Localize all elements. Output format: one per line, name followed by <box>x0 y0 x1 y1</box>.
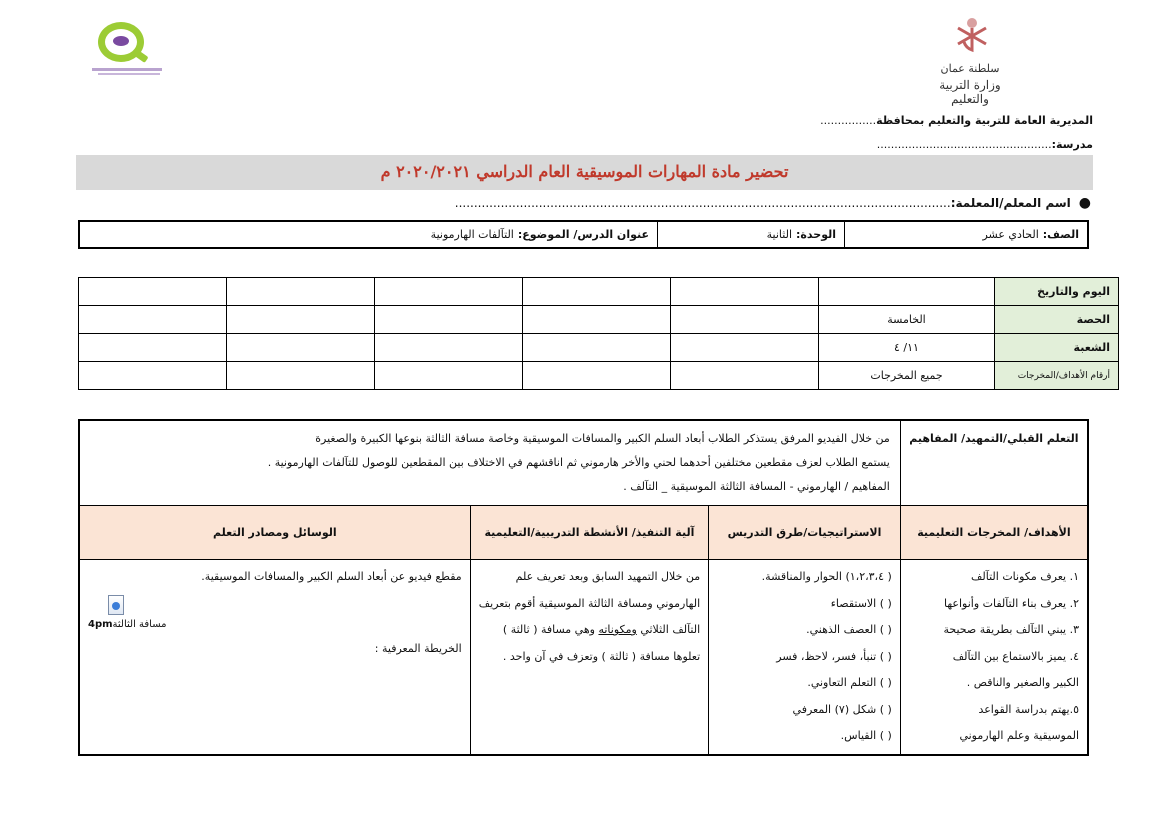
teacher-label: اسم المعلم/المعلمة: <box>950 196 1071 210</box>
objective-item: ١. يعرف مكونات التآلف <box>971 570 1079 583</box>
strategies-cell <box>709 560 901 755</box>
schedule-table <box>78 277 1119 390</box>
col-resources-header: الوسائل ومصادر التعلم <box>79 506 470 560</box>
schedule-label: أرقام الأهداف/المخرجات <box>995 362 1119 390</box>
resources-line: الخريطة المعرفية : <box>374 641 462 655</box>
objective-item: ٤. يميز بالاستماع بين التآلف <box>952 649 1079 663</box>
prior-label: التعلم القبلي/التمهيد/ المفاهيم <box>900 420 1088 506</box>
unit-label: الوحدة: <box>796 228 836 241</box>
prior-line: يستمع الطلاب لعزف مقطعين مختلفين أحدهما لحني والأخر هارموني ثم اناقشهم في الاختلاف بين المقطعين للوصول للتآلفات الهارمونية . <box>267 456 890 469</box>
lesson-table <box>78 419 1089 756</box>
table-row <box>79 334 1119 362</box>
underlined-term: ومكوناته <box>598 623 637 636</box>
schedule-label: الشعبة <box>995 334 1119 362</box>
oman-line1: سلطنة عمان <box>940 62 1000 75</box>
activities-cell: من خلال التمهيد السابق وبعد تعريف علم الهارموني ومسافة الثالثة الموسيقية أقوم بتعريف التآلف الثلاثي ومكوناته وهي مسافة ( ثالثة ) تعلوها مسافة ( ثالثة ) وتعزف في آن واحد . <box>470 560 708 755</box>
title-bar <box>76 155 1093 190</box>
unit-cell <box>657 222 844 247</box>
grade-value: الحادي عشر <box>982 228 1039 241</box>
objective-item: ٣. يبني التآلف بطريقة صحيحة <box>943 623 1079 636</box>
resources-line: مقطع فيديو عن أبعاد السلم الكبير والمسافات الموسيقية. <box>201 570 462 583</box>
strategy-item: ( ) شكل (٧) المعرفي <box>792 702 892 716</box>
strategy-item: ( ) العصف الذهني. <box>806 623 892 636</box>
table-row <box>79 278 1119 306</box>
table-row <box>79 306 1119 334</box>
objective-item: الموسيقية وعلم الهارموني <box>959 729 1079 742</box>
strategy-item: ( ) الاستقصاء <box>830 596 892 610</box>
objective-item: ٥.يهتم بدراسة القواعد <box>978 702 1079 716</box>
topic-cell <box>80 222 657 247</box>
strategy-item: ( ) القياس. <box>840 729 892 742</box>
strategy-item: ( ) التعلم التعاوني. <box>807 676 892 689</box>
schedule-value: ١١/ ٤ <box>819 334 995 362</box>
strategy-item: ( ) تنبأ، فسر، لاحظ، فسر <box>776 649 892 663</box>
quality-logo <box>92 18 168 78</box>
directorate-line <box>820 114 1093 127</box>
video-file-name[interactable]: مسافة الثالثة4pm <box>88 618 167 630</box>
oman-line2: وزارة التربية والتعليم <box>939 78 1001 106</box>
schedule-label: اليوم والتاريخ <box>995 278 1119 306</box>
schedule-value <box>819 278 995 306</box>
schedule-label: الحصة <box>995 306 1119 334</box>
teacher-line <box>455 195 1091 211</box>
schedule-value: الخامسة <box>819 306 995 334</box>
bullet-icon: ● <box>1078 195 1091 211</box>
col-strategies-header: الاستراتيجيات/طرق التدريس <box>709 506 901 560</box>
col-objectives-header: الأهداف/ المخرجات التعليمية <box>900 506 1088 560</box>
page-title: تحضير مادة المهارات الموسيقية العام الدراسي ٢٠٢٠/٢٠٢١ م <box>380 162 789 181</box>
objective-item: ٢. يعرف بناء التآلفات وأنواعها <box>943 596 1079 610</box>
objectives-cell <box>900 560 1088 755</box>
table-row <box>79 362 1119 390</box>
directorate-dots: ................ <box>820 114 877 127</box>
resources-cell <box>79 560 470 755</box>
video-file-icon[interactable] <box>108 595 124 615</box>
strategy-item: ( ١،٢،٣،٤) الحوار والمناقشة. <box>761 570 892 583</box>
table-row <box>79 560 1088 755</box>
oman-emblem-icon <box>952 14 992 54</box>
oman-ministry-logo <box>930 14 1010 106</box>
prior-line: من خلال الفيديو المرفق يستذكر الطلاب أبعاد السلم الكبير والمسافات الموسيقية وخاصة مسافة الثالثة بنوعها الكبيرة والصغيرة <box>315 432 890 445</box>
prior-text-cell <box>79 420 900 506</box>
unit-value: الثانية <box>766 228 793 241</box>
grade-label: الصف: <box>1042 228 1079 241</box>
video-file[interactable] <box>88 595 422 630</box>
teacher-dots: .................................................................................................................................. <box>454 196 951 210</box>
table-row <box>79 506 1088 560</box>
schedule-value: جميع المخرجات <box>819 362 995 390</box>
topic-label: عنوان الدرس/ الموضوع: <box>517 228 649 241</box>
topic-value: التآلفات الهارمونية <box>430 228 514 241</box>
table-row <box>79 420 1088 506</box>
prior-line: المفاهيم / الهارموني - المسافة الثالثة الموسيقية _ التآلف . <box>623 480 890 493</box>
directorate-label: المديرية العامة للتربية والتعليم بمحافظة <box>876 114 1093 127</box>
lesson-info-box <box>78 220 1089 249</box>
school-line <box>877 138 1093 151</box>
objective-item: الكبير والصغير والناقص . <box>966 676 1079 689</box>
school-dots: .................................................. <box>876 138 1052 151</box>
col-activities-header: آلية التنفيذ/ الأنشطة التدريبية/التعليمية <box>470 506 708 560</box>
school-label: مدرسة: <box>1051 138 1093 151</box>
grade-cell <box>844 222 1087 247</box>
